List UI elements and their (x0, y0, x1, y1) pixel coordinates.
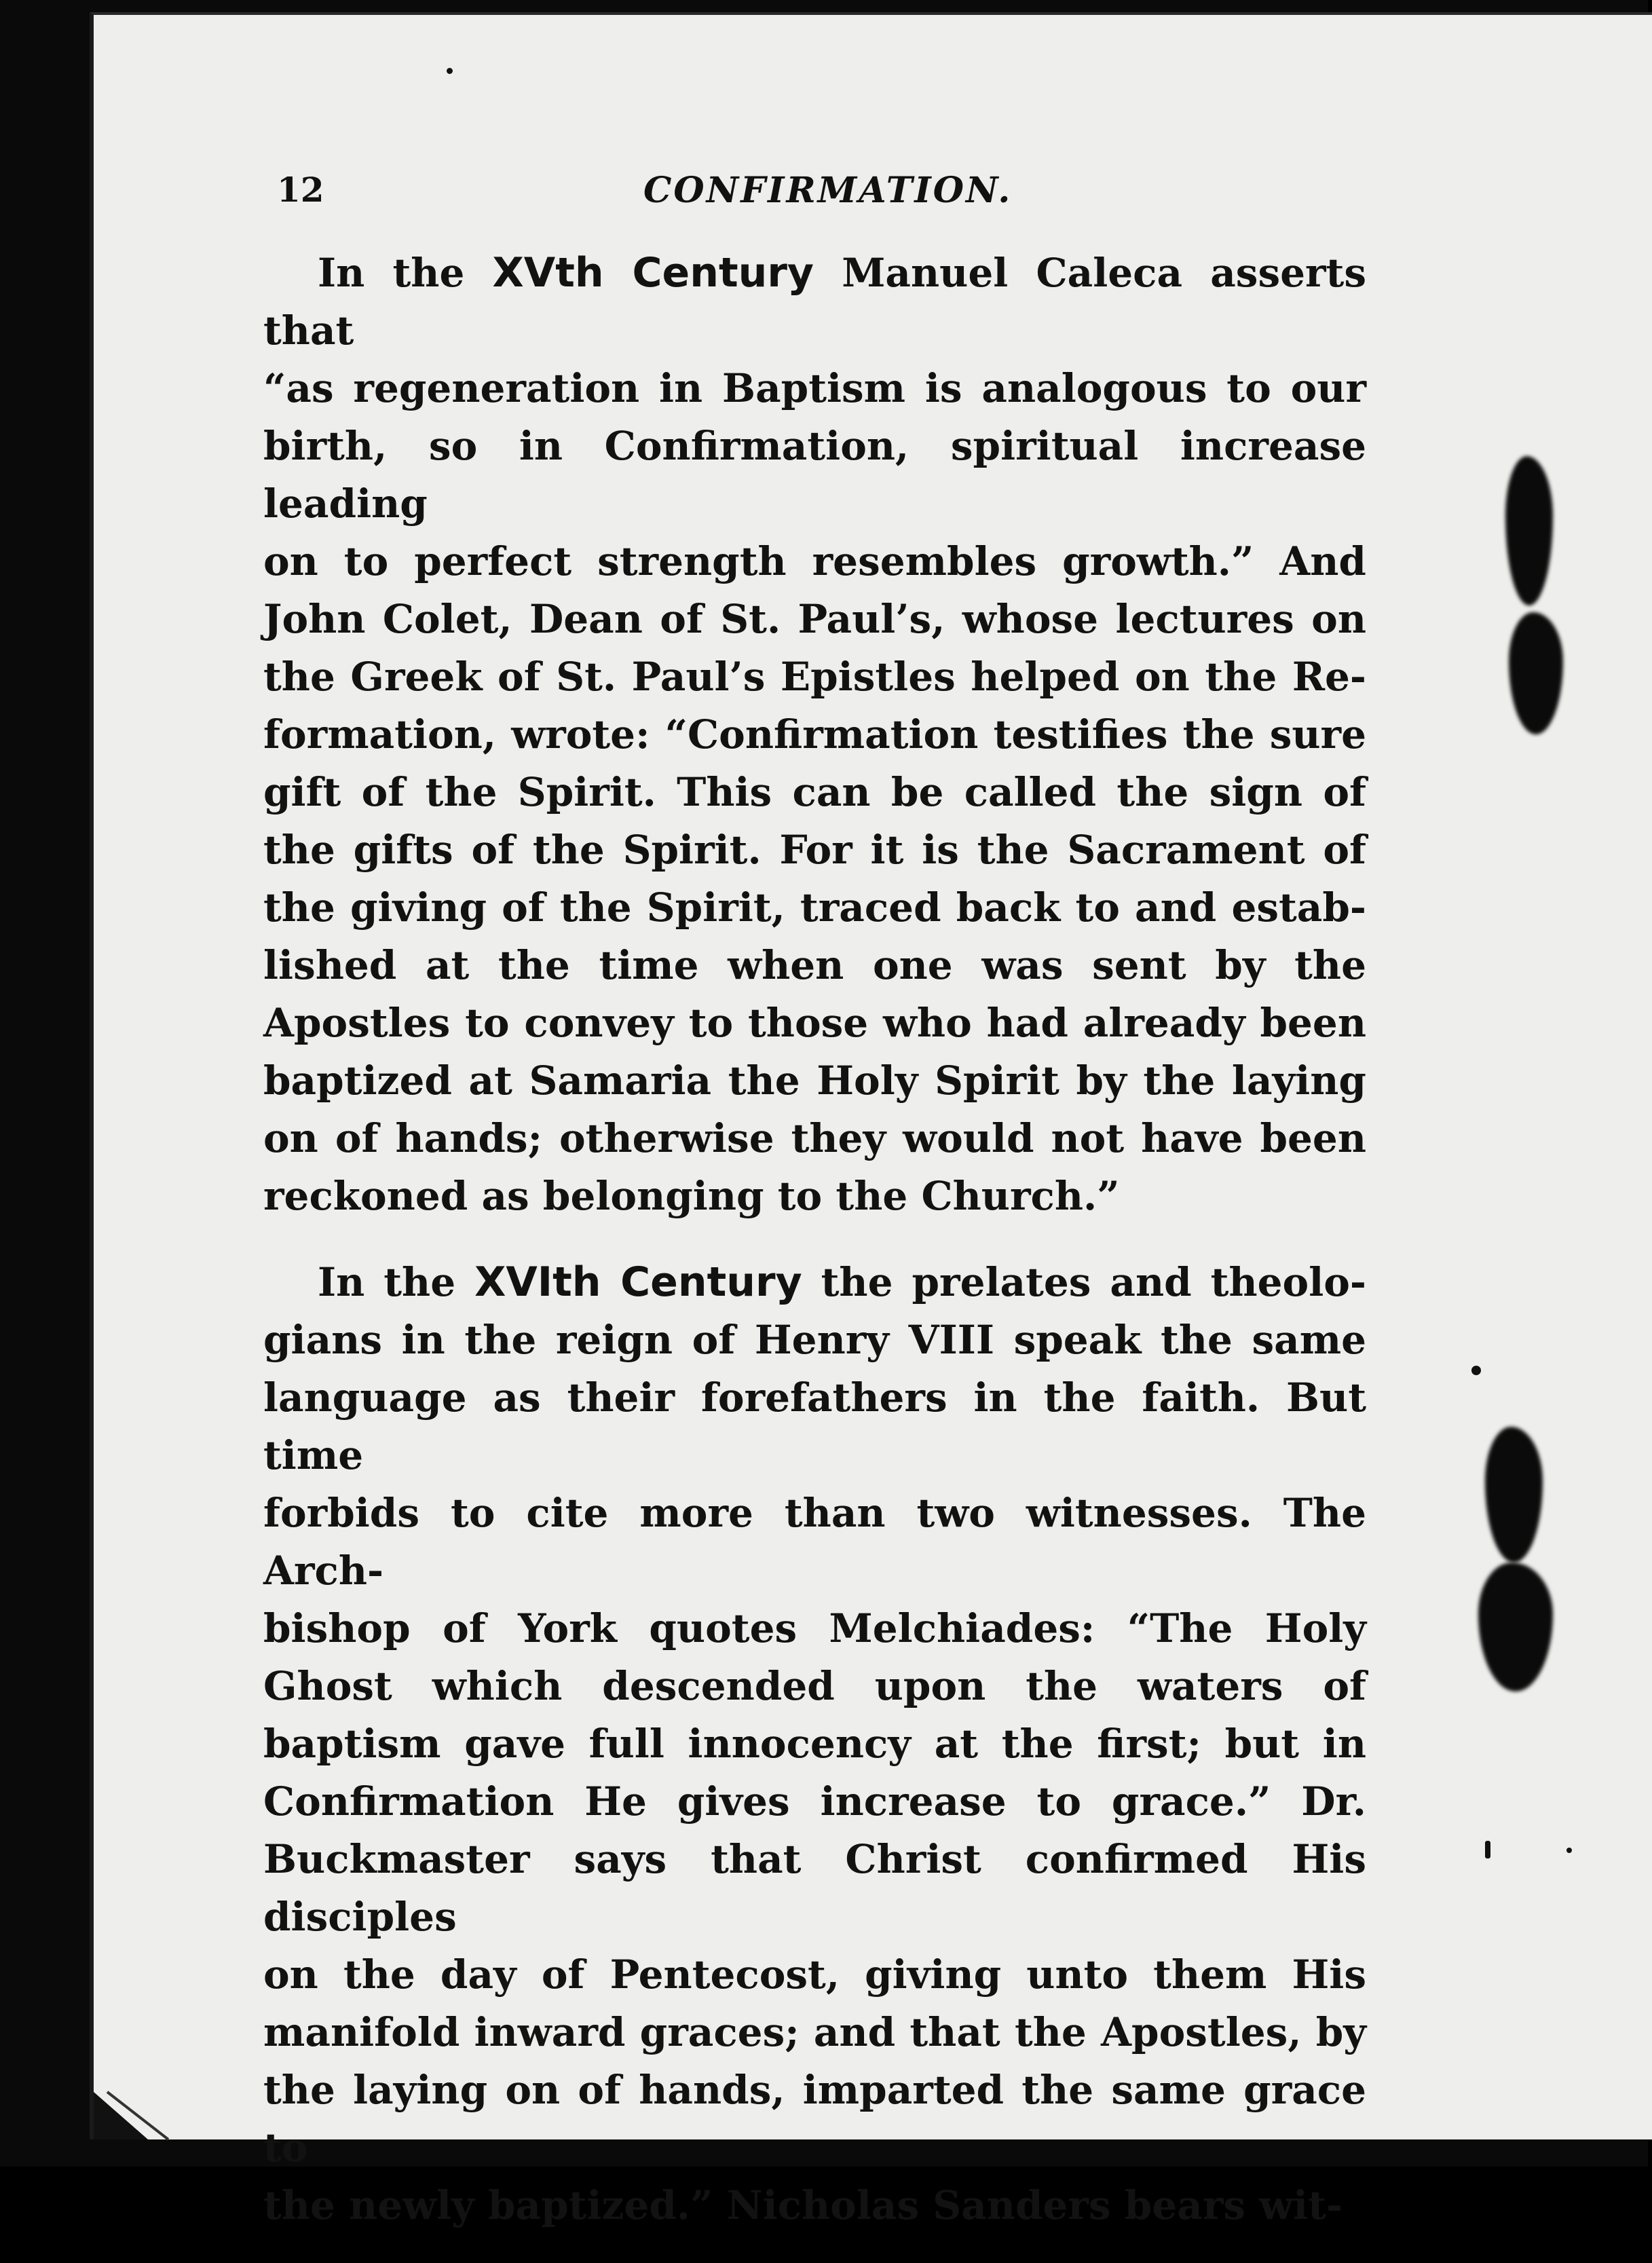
text-segment: the gifts of the Spirit. For it is the Sacrament of (263, 827, 1366, 873)
ink-speck (1566, 1848, 1572, 1853)
text-line (263, 1600, 1366, 1658)
ink-blot (1478, 1563, 1553, 1691)
century-heading: XVIth Century (474, 1258, 802, 1306)
ink-blot (1485, 1427, 1543, 1563)
text-line (263, 591, 1366, 648)
running-head: CONFIRMATION. (643, 170, 1013, 211)
ink-blot (1505, 456, 1553, 605)
text-line (263, 1254, 1366, 1311)
century-heading: XVth Century (492, 249, 814, 297)
text-line (263, 764, 1366, 821)
text-line (263, 360, 1366, 417)
text-segment: Ghost which descended upon the waters of (263, 1663, 1366, 1709)
text-line (263, 1052, 1366, 1110)
text-segment: the laying on of hands, imparted the same grace to (263, 2067, 1366, 2171)
text-segment: bishop of York quotes Melchiades: “The Holy (263, 1605, 1366, 1651)
page-header (277, 170, 1376, 224)
text-line (263, 2177, 1366, 2234)
text-segment: birth, so in Confirmation, spiritual increase leading (263, 423, 1366, 527)
text-line (263, 706, 1366, 764)
text-segment: Manuel Caleca asserts that (263, 250, 1367, 354)
paragraph (263, 1254, 1366, 2234)
text-line (263, 821, 1366, 879)
text-segment: In the (318, 1259, 475, 1305)
text-segment: on the day of Pentecost, giving unto them His (263, 1951, 1366, 1998)
text-line (263, 2061, 1366, 2177)
ink-speck (447, 68, 453, 74)
text-segment: language as their forefathers in the faith. But time (263, 1374, 1366, 1478)
text-line (263, 937, 1366, 994)
text-segment: on of hands; otherwise they would not have been (263, 1115, 1366, 1161)
text-line (263, 1167, 1366, 1225)
text-segment: the newly baptized.” Nicholas Sanders bears wit- (263, 2182, 1343, 2228)
text-segment: the Greek of St. Paul’s Epistles helped on the Re- (263, 654, 1366, 700)
text-segment: reckoned as belonging to the Church.” (263, 1173, 1120, 1219)
text-segment: on to perfect strength resembles growth.” And (263, 538, 1366, 584)
text-segment: In the (318, 250, 493, 296)
text-line (263, 1831, 1366, 1946)
text-segment: the prelates and theolo- (802, 1259, 1366, 1305)
text-segment: baptized at Samaria the Holy Spirit by the laying (263, 1058, 1366, 1104)
text-segment: manifold inward graces; and that the Apostles, by (263, 2009, 1366, 2055)
text-segment: Buckmaster says that Christ confirmed His disciples (263, 1836, 1366, 1940)
text-segment: the giving of the Spirit, traced back to and estab- (263, 884, 1366, 931)
text-segment: baptism gave full innocency at the first; but in (263, 1721, 1366, 1767)
text-line (263, 648, 1366, 706)
text-line (263, 994, 1366, 1052)
text-line (263, 1946, 1366, 2004)
text-line (263, 244, 1366, 360)
body-text (263, 244, 1366, 2263)
text-line (263, 417, 1366, 533)
text-segment: formation, wrote: “Confirmation testifies the sure (263, 711, 1366, 758)
text-line (263, 1484, 1366, 1600)
ink-speck (1471, 1366, 1481, 1375)
page-corner-fold (94, 1990, 243, 2139)
text-line (263, 1110, 1366, 1167)
ink-blot (1509, 612, 1563, 734)
text-segment: gift of the Spirit. This can be called the sign of (263, 769, 1366, 815)
paragraph (263, 244, 1366, 1225)
text-segment: lished at the time when one was sent by the (263, 942, 1366, 988)
text-line (263, 1369, 1366, 1484)
text-line (263, 879, 1366, 937)
text-segment: Confirmation He gives increase to grace.” Dr. (263, 1778, 1366, 1825)
text-line (263, 2004, 1366, 2061)
text-line (263, 1715, 1366, 1773)
text-segment: Apostles to convey to those who had already been (263, 1000, 1366, 1046)
text-line (263, 1311, 1366, 1369)
text-segment: “as regeneration in Baptism is analogous to our (263, 365, 1366, 411)
text-line (263, 1658, 1366, 1715)
text-line (263, 1773, 1366, 1831)
ink-speck (1485, 1841, 1490, 1858)
text-segment: John Colet, Dean of St. Paul’s, whose lectures on (263, 596, 1366, 642)
text-line (263, 533, 1366, 591)
page-number: 12 (277, 170, 324, 210)
text-segment: gians in the reign of Henry VIII speak the same (263, 1317, 1366, 1363)
text-segment: forbids to cite more than two witnesses. The Arch- (263, 1490, 1366, 1594)
